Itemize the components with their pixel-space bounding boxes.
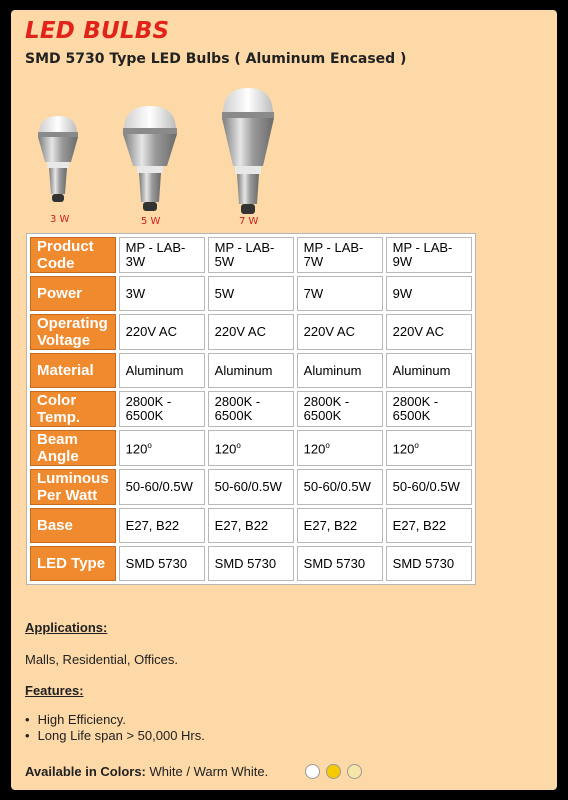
spec-cell <box>386 353 472 388</box>
bulb-7w-label: 7 W <box>239 216 259 227</box>
spec-cell <box>208 430 294 466</box>
spec-cell-value: 50-60/0.5W <box>125 479 193 494</box>
spec-cell-value: 50-60/0.5W <box>392 479 460 494</box>
page-title: LED BULBS <box>25 18 170 44</box>
spec-cell <box>208 353 294 388</box>
page-subtitle: SMD 5730 Type LED Bulbs ( Aluminum Encased ) <box>25 51 407 67</box>
spec-cell <box>297 430 383 466</box>
spec-cell-value: SMD 5730 <box>303 555 366 571</box>
spec-cell-value: 220V AC <box>214 324 266 339</box>
spec-cell <box>297 237 383 273</box>
spec-row <box>30 314 472 350</box>
spec-cell <box>297 508 383 543</box>
spec-cell-value: 120 <box>303 441 326 457</box>
spec-row <box>30 546 472 581</box>
degree-symbol: o <box>325 441 330 451</box>
available-colors <box>25 764 268 779</box>
spec-cell <box>297 391 383 427</box>
spec-row-header: Base <box>30 508 116 543</box>
spec-cell <box>208 314 294 350</box>
spec-cell-value: 2800K - 6500K <box>392 394 439 423</box>
spec-cell <box>119 237 205 273</box>
spec-row-header: Luminous Per Watt <box>30 469 116 505</box>
spec-row <box>30 430 472 466</box>
spec-cell <box>386 391 472 427</box>
spec-cell-value: E27, B22 <box>125 517 180 533</box>
spec-row-header: LED Type <box>30 546 116 581</box>
spec-cell-value: 7W <box>303 285 324 301</box>
spec-cell <box>119 353 205 388</box>
spec-cell-value: 50-60/0.5W <box>214 479 282 494</box>
spec-cell <box>119 469 205 505</box>
spec-cell <box>386 237 472 273</box>
spec-cell <box>386 508 472 543</box>
spec-row-header: Product Code <box>30 237 116 273</box>
spec-cell <box>297 546 383 581</box>
spec-cell <box>386 546 472 581</box>
applications-heading: Applications: <box>25 620 108 635</box>
spec-row-header: Material <box>30 353 116 388</box>
spec-cell <box>297 353 383 388</box>
bulb-3w-image <box>35 114 81 208</box>
spec-cell-value: Aluminum <box>303 362 362 378</box>
spec-cell-value: SMD 5730 <box>125 555 188 571</box>
bulb-5w-label: 5 W <box>141 216 161 227</box>
spec-table <box>26 233 476 585</box>
spec-cell <box>386 276 472 311</box>
degree-symbol: o <box>147 441 152 451</box>
spec-cell <box>119 391 205 427</box>
spec-cell <box>208 276 294 311</box>
spec-cell-value: Aluminum <box>214 362 273 378</box>
spec-cell-value: 2800K - 6500K <box>303 394 350 423</box>
spec-cell-value: Aluminum <box>392 362 451 378</box>
spec-cell <box>297 469 383 505</box>
spec-cell-value: 9W <box>392 285 413 301</box>
color-swatch-warm-white <box>347 764 362 779</box>
spec-cell <box>119 546 205 581</box>
spec-cell-value: 3W <box>125 285 146 301</box>
spec-cell <box>386 430 472 466</box>
spec-cell <box>208 391 294 427</box>
spec-row <box>30 276 472 311</box>
applications-text: Malls, Residential, Offices. <box>25 652 178 667</box>
spec-row <box>30 508 472 543</box>
features-heading: Features: <box>25 683 84 698</box>
spec-cell <box>208 508 294 543</box>
spec-row <box>30 391 472 427</box>
spec-cell-value: MP - LAB-9W <box>392 240 453 269</box>
spec-cell <box>119 276 205 311</box>
features-list <box>25 712 205 744</box>
spec-cell <box>386 314 472 350</box>
spec-cell-value: E27, B22 <box>303 517 358 533</box>
spec-cell <box>297 314 383 350</box>
spec-cell <box>297 276 383 311</box>
spec-cell-value: MP - LAB-3W <box>125 240 186 269</box>
bulb-5w-image <box>119 104 181 214</box>
spec-row <box>30 353 472 388</box>
spec-cell <box>208 546 294 581</box>
spec-cell-value: 2800K - 6500K <box>214 394 261 423</box>
spec-cell-value: SMD 5730 <box>392 555 455 571</box>
spec-row <box>30 469 472 505</box>
spec-cell-value: 120 <box>392 441 415 457</box>
bulb-7w-image <box>219 86 277 216</box>
spec-cell-value: E27, B22 <box>392 517 447 533</box>
content-panel <box>11 10 557 790</box>
available-colors-text: White / Warm White. <box>149 764 269 779</box>
spec-row-header: Color Temp. <box>30 391 116 427</box>
spec-row <box>30 237 472 273</box>
spec-cell <box>208 469 294 505</box>
spec-row-header: Operating Voltage <box>30 314 116 350</box>
spec-cell-value: 220V AC <box>392 324 444 339</box>
spec-cell <box>119 508 205 543</box>
spec-cell-value: 220V AC <box>303 324 355 339</box>
spec-cell <box>119 314 205 350</box>
spec-cell <box>386 469 472 505</box>
spec-cell-value: SMD 5730 <box>214 555 277 571</box>
degree-symbol: o <box>414 441 419 451</box>
spec-cell-value: MP - LAB-7W <box>303 240 364 269</box>
degree-symbol: o <box>236 441 241 451</box>
spec-cell-value: 5W <box>214 285 235 301</box>
spec-cell-value: 120 <box>214 441 237 457</box>
spec-cell-value: E27, B22 <box>214 517 269 533</box>
spec-cell <box>208 237 294 273</box>
spec-cell-value: 2800K - 6500K <box>125 394 172 423</box>
feature-item: • Long Life span > 50,000 Hrs. <box>25 728 205 744</box>
color-swatch-yellow <box>326 764 341 779</box>
available-colors-label: Available in Colors: <box>25 764 146 779</box>
spec-cell-value: Aluminum <box>125 362 184 378</box>
bulb-3w-label: 3 W <box>50 214 70 225</box>
spec-cell-value: 50-60/0.5W <box>303 479 371 494</box>
spec-cell-value: 120 <box>125 441 148 457</box>
spec-row-header: Power <box>30 276 116 311</box>
feature-item: • High Efficiency. <box>25 712 205 728</box>
spec-row-header: Beam Angle <box>30 430 116 466</box>
color-swatch-white <box>305 764 320 779</box>
spec-cell <box>119 430 205 466</box>
spec-cell-value: MP - LAB-5W <box>214 240 275 269</box>
spec-cell-value: 220V AC <box>125 324 177 339</box>
